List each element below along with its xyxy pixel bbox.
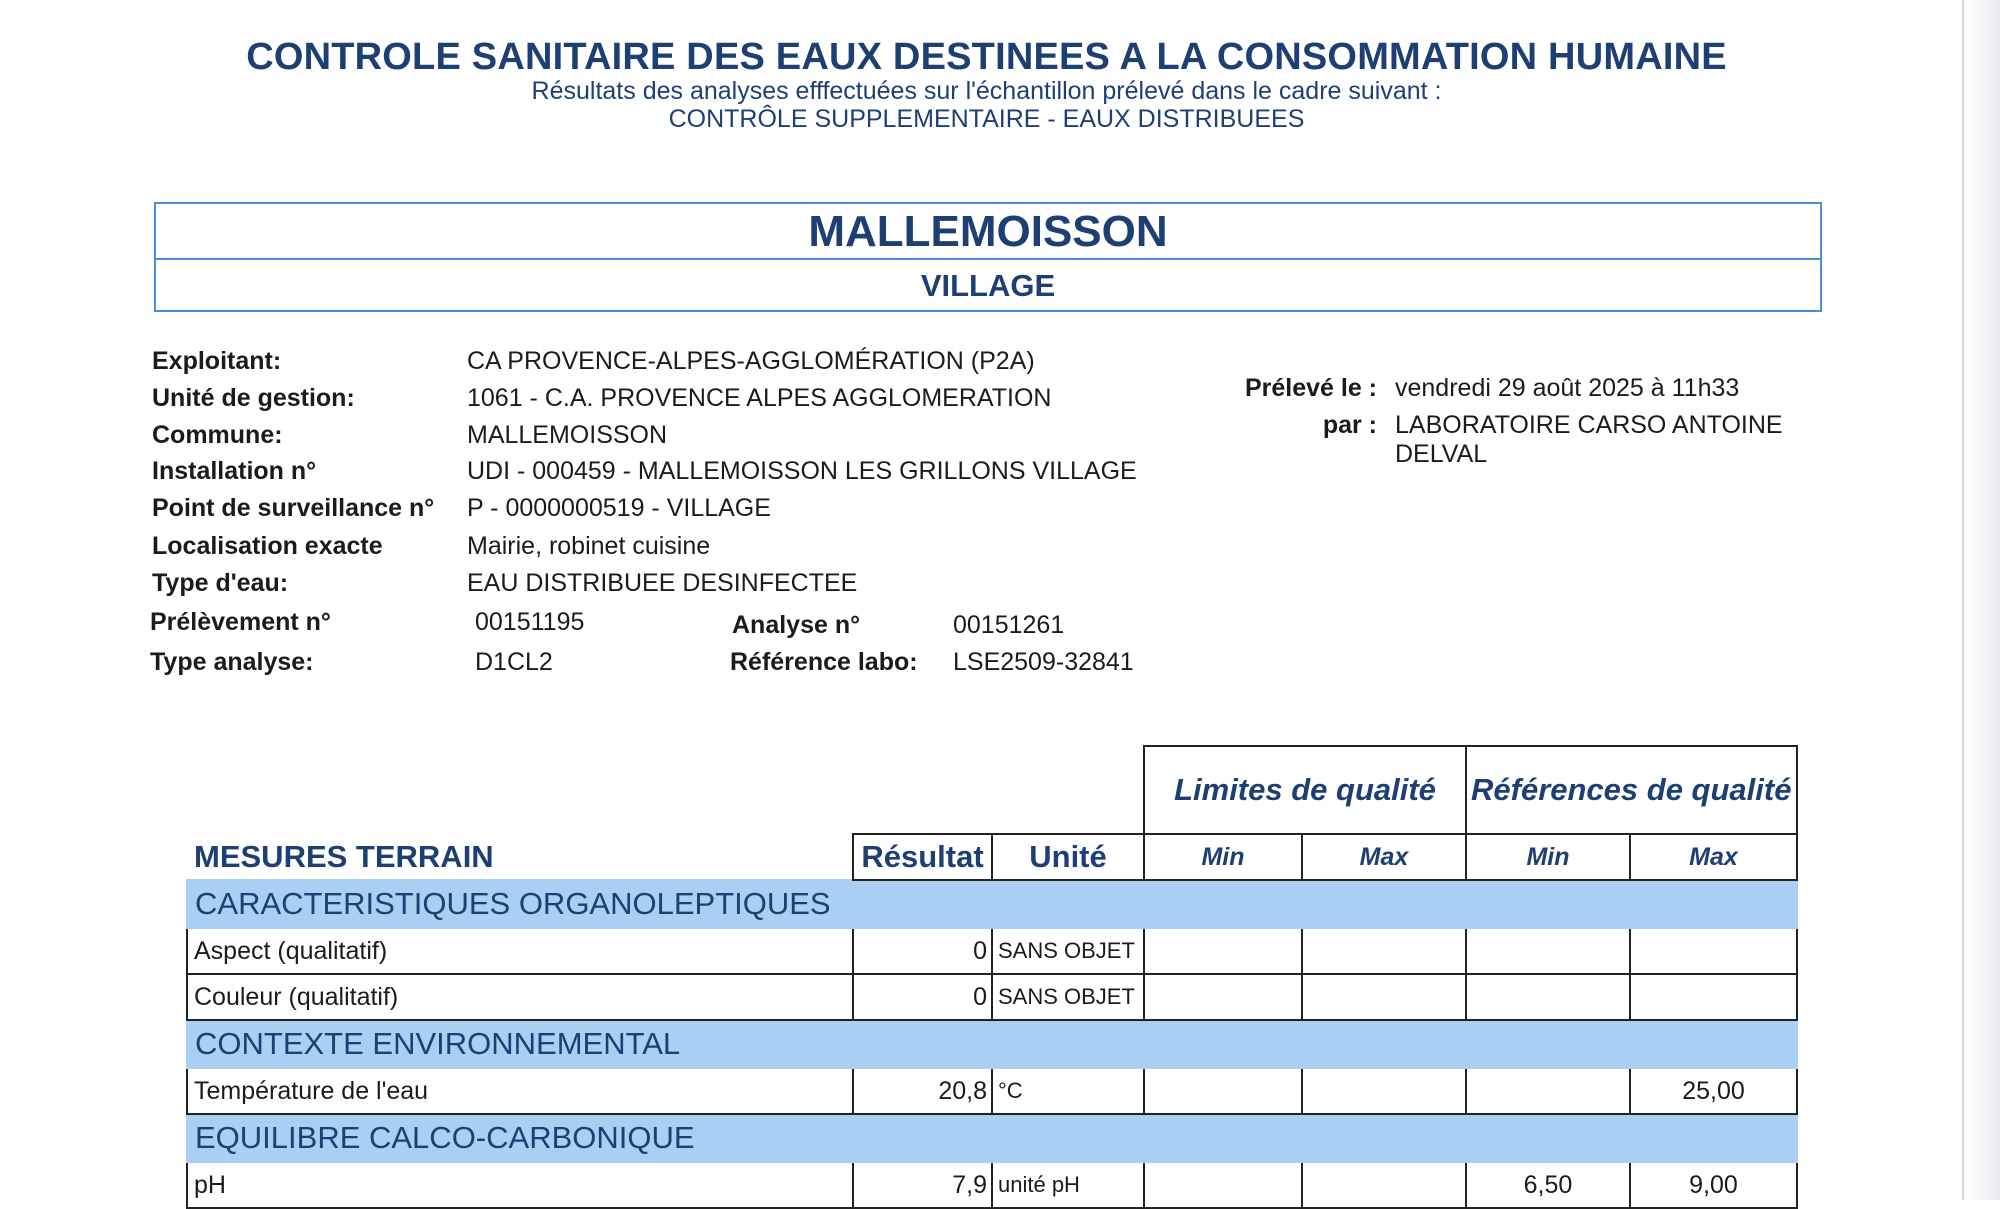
reference-max-value [1630,928,1797,974]
result-value: 0 [853,974,992,1020]
report-title: CONTROLE SANITAIRE DES EAUX DESTINEES A LA CONSOMMATION HUMAINE [246,36,1727,78]
location-subzone: VILLAGE [920,268,1056,303]
result-value: 7,9 [853,1162,992,1208]
reference-min-value [1466,974,1630,1020]
results-table [186,745,1798,1209]
references-qualite-header: Références de qualité [1466,746,1797,834]
reference-min-value: 6,50 [1466,1162,1630,1208]
section-title: CONTEXTE ENVIRONNEMENTAL [187,1020,1797,1068]
point-surveillance-value: P - 0000000519 - VILLAGE [467,494,771,522]
section-title: CARACTERISTIQUES ORGANOLEPTIQUES [187,880,1797,928]
installation-label: Installation n° [152,457,317,485]
commune-label: Commune: [152,421,283,449]
parameter-name: pH [187,1162,853,1208]
mesures-terrain-title: MESURES TERRAIN [194,839,494,874]
table-row [187,974,1797,1020]
reference-max-value: 9,00 [1630,1162,1797,1208]
par-label: par : [1322,411,1377,439]
limit-min-value [1144,1068,1302,1114]
section-title: EQUILIBRE CALCO-CARBONIQUE [187,1114,1797,1162]
par-value: LABORATOIRE CARSO ANTOINE DELVAL [1395,411,1783,468]
limit-max-value [1302,1162,1466,1208]
section-row [187,1114,1797,1162]
table-row [187,928,1797,974]
prelevement-value: 00151195 [475,608,585,636]
reference-max-header: Max [1630,834,1797,880]
analyse-label: Analyse n° [732,611,861,639]
result-value: 0 [853,928,992,974]
reference-labo-value: LSE2509-32841 [953,648,1134,676]
parameter-name: Couleur (qualitatif) [187,974,853,1020]
reference-min-value [1466,1068,1630,1114]
type-eau-label: Type d'eau: [152,569,289,597]
limites-qualite-header: Limites de qualité [1144,746,1466,834]
commune-value: MALLEMOISSON [467,421,668,449]
limite-min-header: Min [1144,834,1302,880]
type-analyse-label: Type analyse: [150,648,314,676]
resultat-column-header: Résultat [853,834,992,880]
preleve-le-label: Prélevé le : [1244,374,1377,402]
unit-value: SANS OBJET [992,928,1144,974]
analyse-value: 00151261 [953,611,1065,639]
table-row [187,1068,1797,1114]
reference-labo-label: Référence labo: [730,648,918,676]
unite-gestion-value: 1061 - C.A. PROVENCE ALPES AGGLOMERATION [467,384,1052,412]
limit-max-value [1302,1068,1466,1114]
reference-max-value: 25,00 [1630,1068,1797,1114]
report-context: CONTRÔLE SUPPLEMENTAIRE - EAUX DISTRIBUEES [668,105,1305,133]
report-subtitle: Résultats des analyses efffectuées sur l'échantillon prélevé dans le cadre suivant : [531,77,1442,105]
limit-min-value [1144,928,1302,974]
table-column-header-row [187,834,1797,880]
reference-min-value [1466,928,1630,974]
parameter-name: Aspect (qualitatif) [187,928,853,974]
unite-gestion-label: Unité de gestion: [152,384,355,412]
unite-column-header: Unité [992,834,1144,880]
reference-min-header: Min [1466,834,1630,880]
limit-max-value [1302,974,1466,1020]
prelevement-label: Prélèvement n° [150,608,331,636]
localisation-value: Mairie, robinet cuisine [467,532,711,560]
section-row [187,1020,1797,1068]
exploitant-label: Exploitant: [152,347,282,375]
unit-value: °C [992,1068,1144,1114]
localisation-label: Localisation exacte [152,532,383,560]
location-city: MALLEMOISSON [156,204,1820,260]
reference-max-value [1630,974,1797,1020]
type-analyse-value: D1CL2 [475,648,553,676]
limit-max-value [1302,928,1466,974]
preleve-le-value: vendredi 29 août 2025 à 11h33 [1395,374,1740,402]
unit-value: SANS OBJET [992,974,1144,1020]
section-row [187,880,1797,928]
result-value: 20,8 [853,1068,992,1114]
table-row [187,1162,1797,1208]
location-box [154,202,1822,312]
type-eau-value: EAU DISTRIBUEE DESINFECTEE [467,569,858,597]
parameter-name: Température de l'eau [187,1068,853,1114]
installation-value: UDI - 000459 - MALLEMOISSON LES GRILLONS VILLAGE [467,457,1137,485]
table-group-header-row [187,746,1797,834]
limite-max-header: Max [1302,834,1466,880]
page-edge [1962,0,2000,1200]
unit-value: unité pH [992,1162,1144,1208]
limit-min-value [1144,1162,1302,1208]
limit-min-value [1144,974,1302,1020]
exploitant-value: CA PROVENCE-ALPES-AGGLOMÉRATION (P2A) [467,347,1035,375]
point-surveillance-label: Point de surveillance n° [152,494,435,522]
